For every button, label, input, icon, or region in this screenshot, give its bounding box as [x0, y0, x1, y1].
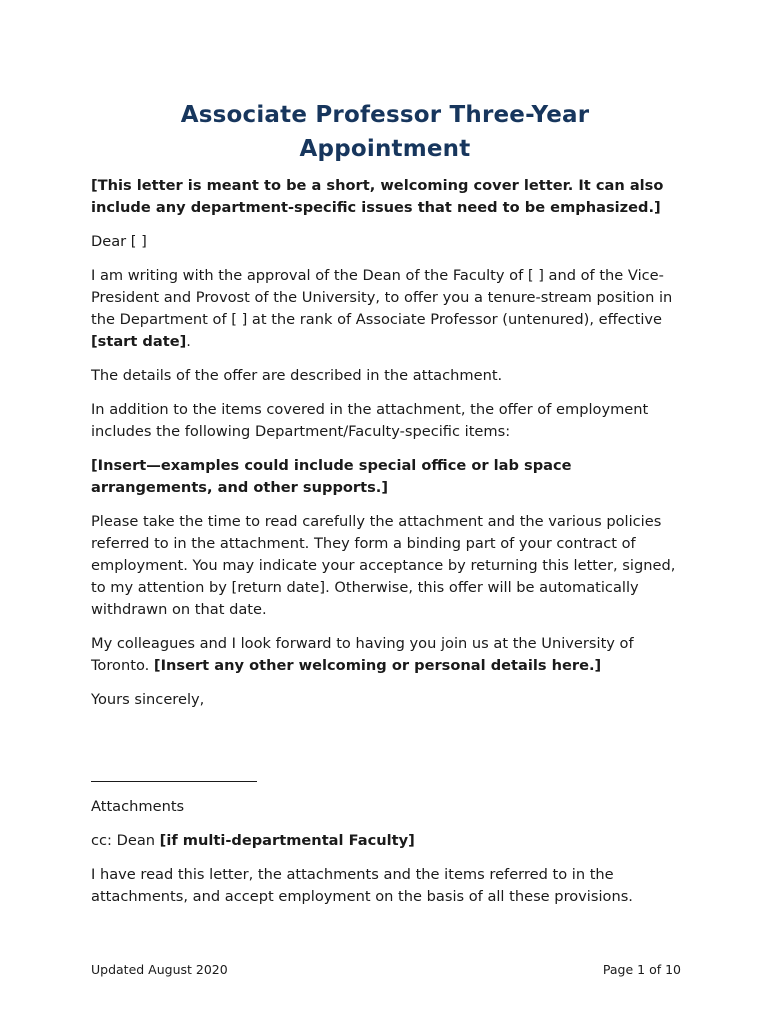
- details-paragraph: The details of the offer are described in the attachment.: [91, 367, 503, 384]
- approval-end: .: [186, 333, 191, 350]
- cc-prefix: cc: Dean: [91, 832, 160, 849]
- closing: Yours sincerely,: [91, 691, 205, 708]
- signature-line: [91, 781, 257, 782]
- colleagues-text: My colleagues and I look forward to having you join us at the University of Toronto.: [91, 635, 634, 674]
- footer-updated: Updated August 2020: [91, 962, 228, 977]
- addition-paragraph: In addition to the items covered in the attachment, the offer of employment includes the following Department/Faculty-specific items:: [91, 401, 649, 440]
- acceptance-statement: I have read this letter, the attachments and the items referred to in the attachments, and accept employment on the basis of all these provisions.: [91, 866, 633, 905]
- salutation: Dear [ ]: [91, 233, 147, 250]
- document-title: [90, 98, 680, 166]
- welcome-placeholder: [Insert any other welcoming or personal details here.]: [153, 657, 602, 674]
- title-line-1: Associate Professor Three-Year: [180, 102, 590, 128]
- insert-examples: [Insert—examples could include special office or lab space arrangements, and other supports.]: [91, 457, 572, 496]
- approval-text: I am writing with the approval of the Dean of the Faculty of [ ] and of the Vice-President and Provost of the University, to offer you a tenure-stream position in the Department of [ ] at the rank of Associate Professor (untenured), effective: [91, 267, 673, 328]
- signature-space: [91, 723, 691, 781]
- start-date-placeholder: [start date]: [91, 333, 187, 350]
- colleagues-paragraph: [91, 633, 691, 677]
- letter-body: [91, 175, 691, 920]
- approval-paragraph: [91, 265, 691, 353]
- cc-placeholder: [if multi-departmental Faculty]: [159, 832, 415, 849]
- intro-note: [This letter is meant to be a short, welcoming cover letter. It can also include any department-specific issues that need to be emphasized.]: [91, 177, 664, 216]
- cc-line: [91, 830, 691, 852]
- title-line-2: Appointment: [299, 136, 471, 162]
- footer-page-number: Page 1 of 10: [602, 962, 681, 977]
- read-paragraph: Please take the time to read carefully the attachment and the various policies referred to in the attachment. They form a binding part of your contract of employment. You may indicate your acceptance by returning this letter, signed, to my attention by [return date]. Otherwise, this offer will be automatically withdrawn on that date.: [91, 513, 676, 618]
- attachments-label: Attachments: [91, 798, 185, 815]
